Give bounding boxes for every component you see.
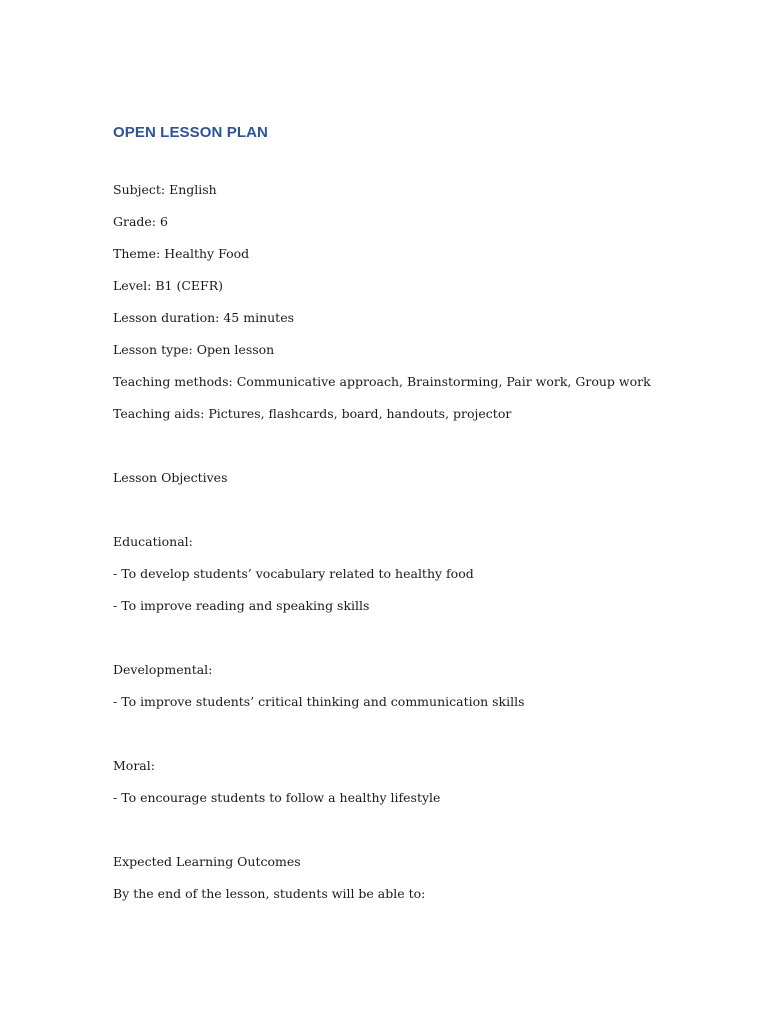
teaching-methods-line: Teaching methods: Communicative approach, Brainstorming, Pair work, Group work	[113, 374, 651, 389]
moral-item: - To encourage students to follow a healthy lifestyle	[113, 790, 441, 805]
theme-line: Theme: Healthy Food	[113, 246, 250, 261]
outcomes-intro: By the end of the lesson, students will be able to:	[113, 886, 426, 901]
lesson-type-line: Lesson type: Open lesson	[113, 342, 275, 357]
educational-heading: Educational:	[113, 534, 193, 549]
subject-line: Subject: English	[113, 182, 217, 197]
educational-item: - To improve reading and speaking skills	[113, 598, 370, 613]
outcomes-heading: Expected Learning Outcomes	[113, 854, 301, 869]
level-line: Level: B1 (CEFR)	[113, 278, 223, 293]
moral-heading: Moral:	[113, 758, 155, 773]
developmental-item: - To improve students’ critical thinking and communication skills	[113, 694, 525, 709]
objectives-heading: Lesson Objectives	[113, 470, 228, 485]
grade-line: Grade: 6	[113, 214, 168, 229]
teaching-aids-line: Teaching aids: Pictures, flashcards, board, handouts, projector	[113, 406, 512, 421]
developmental-heading: Developmental:	[113, 662, 213, 677]
duration-line: Lesson duration: 45 minutes	[113, 310, 295, 325]
document-title: OPEN LESSON PLAN	[113, 124, 268, 141]
educational-item: - To develop students’ vocabulary related to healthy food	[113, 566, 474, 581]
